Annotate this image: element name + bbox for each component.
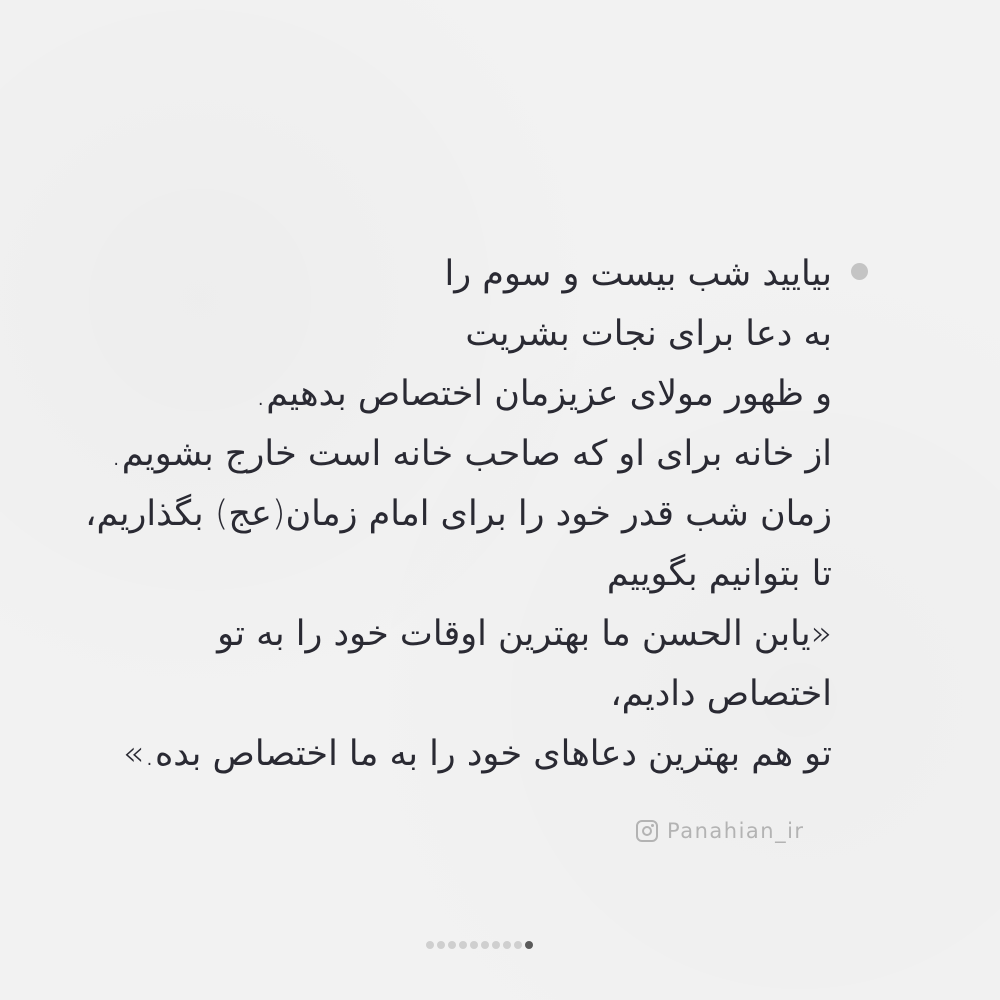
carousel-dot[interactable] [426, 941, 434, 949]
carousel-dot[interactable] [514, 941, 522, 949]
handle-text: Panahian_ir [667, 819, 805, 843]
quote-text [85, 244, 832, 784]
carousel-dot[interactable] [459, 941, 467, 949]
text-line-6: تا بتوانیم بگوییم [606, 554, 832, 594]
carousel-dot[interactable] [470, 941, 478, 949]
carousel-dot[interactable] [448, 941, 456, 949]
text-line-8: اختصاص دادیم، [610, 674, 832, 714]
text-line-1: بیایید شب بیست و سوم را [444, 254, 832, 294]
carousel-dot[interactable] [503, 941, 511, 949]
carousel-dot[interactable] [492, 941, 500, 949]
text-line-4: از خانه برای او که صاحب خانه است خارج بشویم. [110, 434, 832, 474]
text-line-2: به دعا برای نجات بشریت [465, 314, 832, 354]
bullet-dot [851, 263, 868, 280]
text-line-7: «یابن الحسن ما بهترین اوقات خود را به تو [217, 614, 832, 654]
carousel-indicator[interactable] [426, 941, 533, 949]
carousel-dot-active[interactable] [525, 941, 533, 949]
text-line-3: و ظهور مولای عزیزمان اختصاص بدهیم. [255, 374, 832, 414]
text-line-9: تو هم بهترین دعاهای خود را به ما اختصاص بده.» [122, 734, 832, 774]
carousel-dot[interactable] [481, 941, 489, 949]
text-line-5: زمان شب قدر خود را برای امام زمان(عج) بگذاریم، [85, 494, 832, 534]
carousel-dot[interactable] [437, 941, 445, 949]
instagram-icon [636, 820, 658, 842]
watermark-handle [636, 816, 805, 846]
